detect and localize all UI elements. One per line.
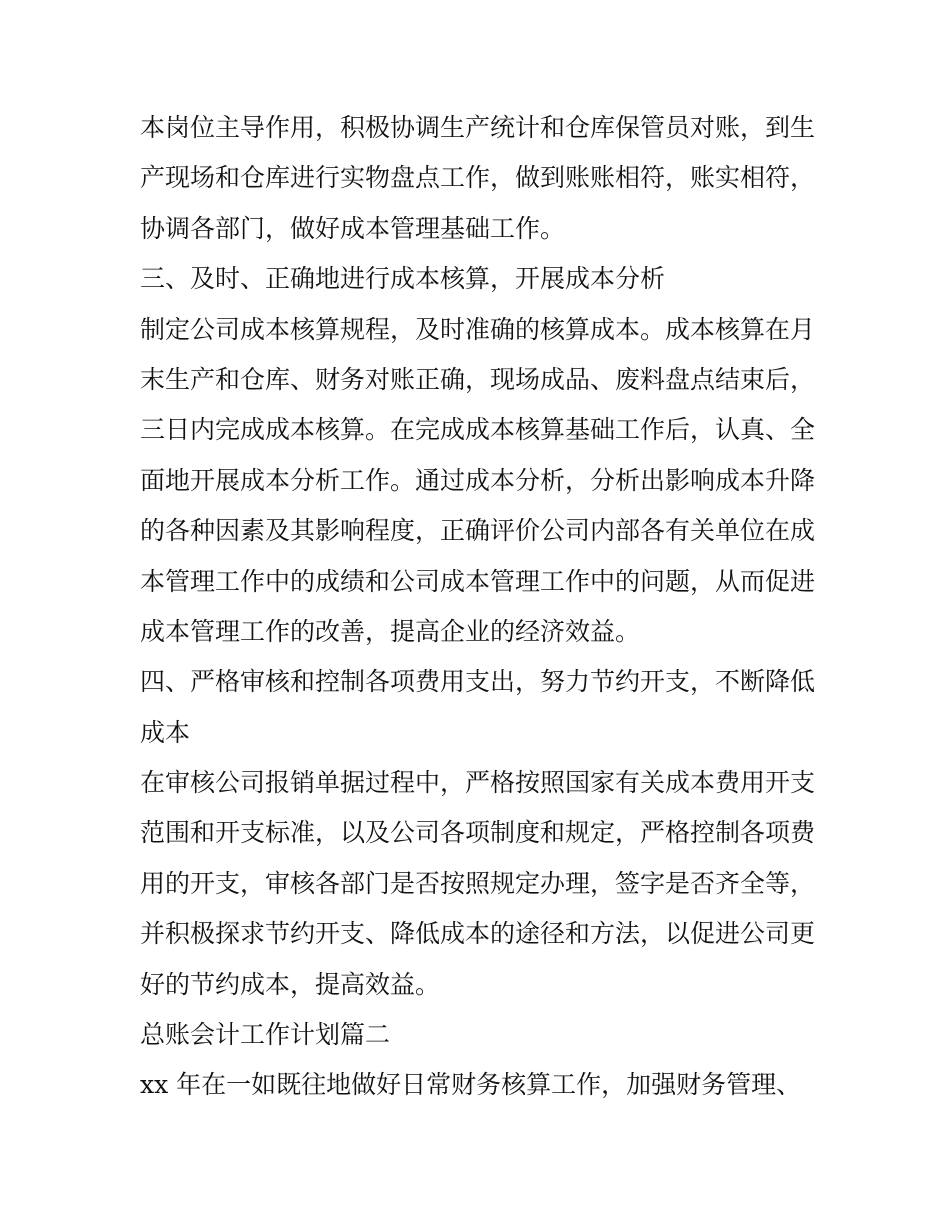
body-line: 面地开展成本分析工作。通过成本分析，分析出影响成本升降 (140, 465, 816, 495)
article-title-part-2: 总账会计工作计划篇二 (140, 1020, 391, 1050)
body-line: 在审核公司报销单据过程中，严格按照国家有关成本费用开支 (140, 768, 816, 798)
body-line: 范围和开支标准，以及公司各项制度和规定，严格控制各项费 (140, 818, 816, 848)
body-line: 本岗位主导作用，积极协调生产统计和仓库保管员对账，到生 (140, 113, 816, 142)
body-line: xx 年在一如既往地做好日常财务核算工作，加强财务管理、 (140, 1070, 802, 1100)
body-line: 制定公司成本核算规程，及时准确的核算成本。成本核算在月 (140, 314, 816, 344)
section-heading-3: 三、及时、正确地进行成本核算，开展成本分析 (140, 264, 666, 294)
body-line: 并积极探求节约开支、降低成本的途径和方法，以促进公司更 (140, 919, 816, 949)
body-line: 好的节约成本，提高效益。 (140, 969, 441, 999)
section-heading-4-cont: 成本 (140, 717, 191, 747)
body-line: 的各种因素及其影响程度，正确评价公司内部各有关单位在成 (140, 516, 816, 546)
body-line: 本管理工作中的成绩和公司成本管理工作中的问题，从而促进 (140, 566, 816, 596)
body-line: 末生产和仓库、财务对账正确，现场成品、废料盘点结束后， (140, 364, 816, 394)
body-line: 三日内完成成本核算。在完成成本核算基础工作后，认真、全 (140, 415, 816, 445)
document-body (140, 103, 820, 1111)
body-line: 成本管理工作的改善，提高企业的经济效益。 (140, 616, 641, 646)
body-line: 协调各部门，做好成本管理基础工作。 (140, 213, 566, 243)
body-line: 产现场和仓库进行实物盘点工作，做到账账相符，账实相符， (140, 163, 816, 193)
body-line: 用的开支，审核各部门是否按照规定办理，签字是否齐全等， (140, 868, 816, 898)
section-heading-4: 四、严格审核和控制各项费用支出，努力节约开支，不断降低 (140, 667, 816, 697)
